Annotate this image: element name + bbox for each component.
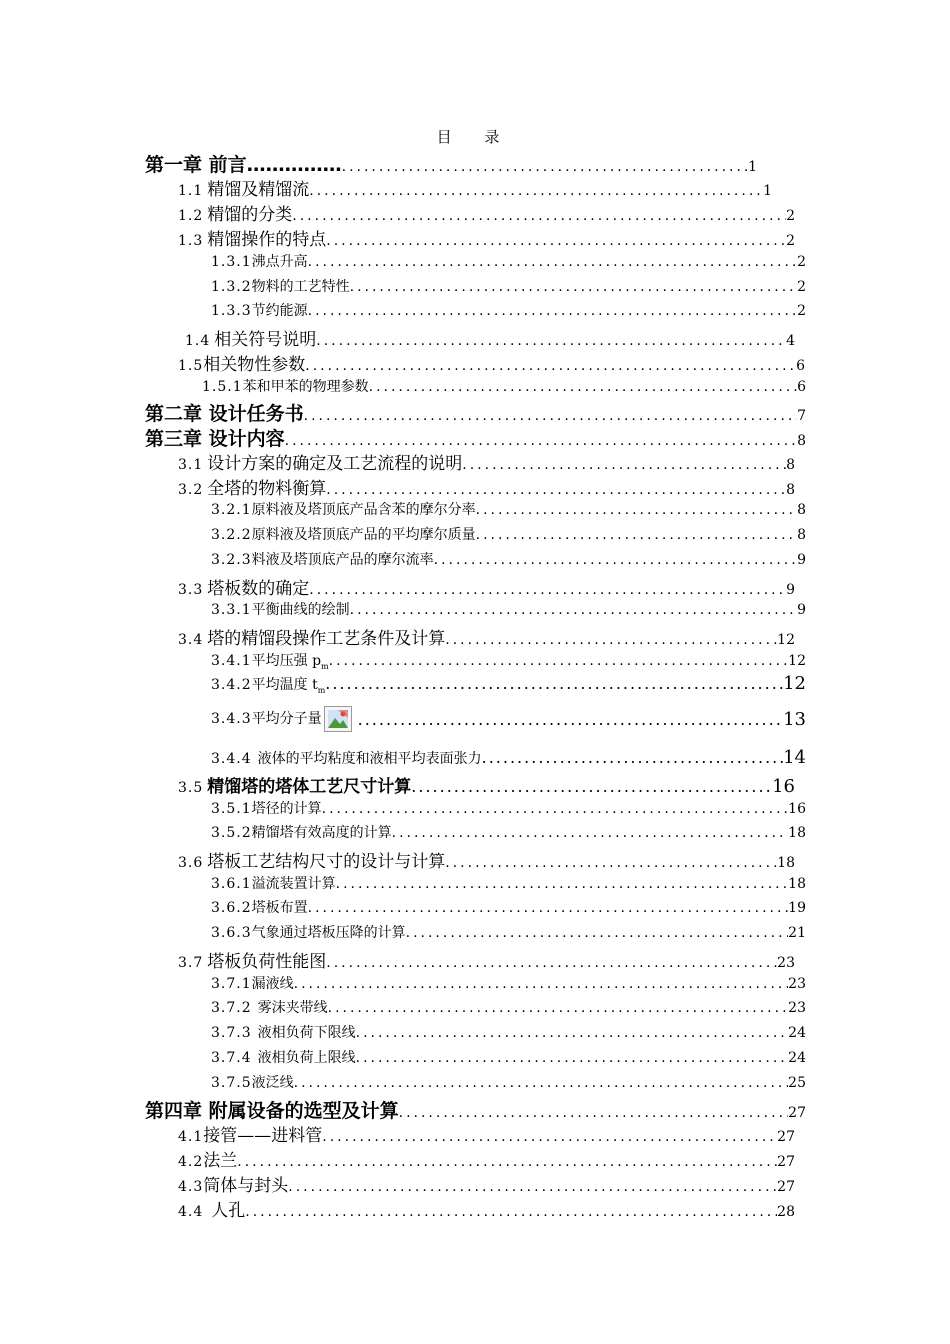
toc-entry-3-2-1[interactable] bbox=[211, 499, 806, 519]
leader-dots bbox=[369, 379, 797, 395]
entry-text: 接管——进料管 bbox=[203, 1126, 323, 1146]
page-number: 12 bbox=[788, 653, 806, 669]
entry-text: 精馏塔有效高度的计算 bbox=[251, 825, 392, 841]
entry-text: 设计方案的确定及工艺流程的说明 bbox=[207, 454, 463, 474]
entry-number: 3.6.1 bbox=[211, 876, 252, 892]
entry-number: 3.7.5 bbox=[211, 1075, 252, 1091]
page-number: 23 bbox=[788, 1000, 806, 1016]
entry-number: 3.5 bbox=[178, 780, 204, 796]
entry-number: 3.2.1 bbox=[211, 502, 252, 518]
entry-number: 4.4 bbox=[178, 1204, 204, 1220]
toc-entry-3-3-1[interactable] bbox=[211, 599, 806, 619]
entry-number: 1.5 bbox=[178, 358, 204, 374]
entry-number: 3.6.2 bbox=[211, 900, 252, 916]
page-number: 7 bbox=[797, 408, 806, 424]
entry-text: 雾沫夹带线 bbox=[257, 1000, 328, 1016]
toc-entry-1-1[interactable] bbox=[178, 175, 772, 200]
entry-number: 1.2 bbox=[178, 208, 204, 224]
page-number: 25 bbox=[788, 1075, 806, 1091]
page-number: 2 bbox=[797, 254, 806, 270]
toc-entry-chapter-3[interactable] bbox=[145, 424, 806, 451]
toc-entry-1-2[interactable] bbox=[178, 200, 795, 225]
entry-text: 塔板负荷性能图 bbox=[207, 952, 327, 972]
leader-dots bbox=[326, 955, 777, 971]
entry-text: 节约能源 bbox=[251, 303, 308, 319]
page-number: 16 bbox=[788, 801, 806, 817]
entry-text: 第一章 前言…………… bbox=[145, 154, 342, 176]
entry-text: 筒体与封头 bbox=[203, 1176, 289, 1196]
page-number: 27 bbox=[777, 1129, 795, 1145]
entry-number: 3.3 bbox=[178, 582, 204, 598]
toc-entry-1-5[interactable] bbox=[178, 350, 805, 375]
entry-text: 平均压强 p bbox=[251, 653, 322, 669]
leader-dots bbox=[392, 825, 789, 841]
entry-number: 3.6 bbox=[178, 855, 204, 871]
toc-entry-3-4-2[interactable] bbox=[211, 673, 806, 695]
leader-dots bbox=[325, 674, 783, 693]
leader-dots bbox=[292, 208, 786, 224]
entry-number: 3.4 bbox=[178, 632, 204, 648]
subscript-m: m bbox=[321, 661, 329, 671]
entry-text: 精馏的分类 bbox=[207, 205, 293, 225]
leader-dots bbox=[322, 801, 789, 817]
entry-text: 塔板工艺结构尺寸的设计与计算 bbox=[207, 852, 446, 872]
page-number: 23 bbox=[788, 976, 806, 992]
entry-text: 法兰 bbox=[203, 1151, 238, 1171]
toc-entry-3-7-1[interactable] bbox=[211, 973, 806, 993]
entry-number: 1.3.2 bbox=[211, 279, 252, 295]
toc-entry-3-3[interactable] bbox=[178, 574, 795, 599]
leader-dots bbox=[308, 900, 789, 916]
toc-entry-4-1[interactable] bbox=[178, 1121, 795, 1146]
entry-number: 3.4.4 bbox=[211, 751, 252, 767]
leader-dots bbox=[309, 582, 786, 598]
entry-text: 第四章 附属设备的选型及计算 bbox=[145, 1100, 399, 1122]
page-number: 9 bbox=[797, 602, 806, 618]
entry-number: 3.7.3 bbox=[211, 1025, 252, 1041]
entry-number: 4.2 bbox=[178, 1154, 204, 1170]
entry-number: 3.6.3 bbox=[211, 925, 252, 941]
leader-dots bbox=[322, 1129, 777, 1145]
toc-entry-3-6[interactable] bbox=[178, 847, 795, 872]
entry-text: 料液及塔顶底产品的摩尔流率 bbox=[251, 552, 434, 568]
leader-dots bbox=[356, 1050, 789, 1066]
leader-dots bbox=[304, 408, 797, 424]
page-number: 6 bbox=[796, 358, 805, 374]
page-number: 24 bbox=[788, 1025, 806, 1041]
page-number: 16 bbox=[772, 776, 795, 797]
entry-text: 塔板布置 bbox=[251, 900, 308, 916]
toc-entry-1-3-3[interactable] bbox=[211, 300, 806, 320]
toc-entry-4-3[interactable] bbox=[178, 1171, 795, 1196]
page-number: 28 bbox=[777, 1204, 795, 1220]
leader-dots bbox=[326, 233, 786, 249]
leader-dots bbox=[358, 710, 783, 729]
entry-text: 液泛线 bbox=[251, 1075, 294, 1091]
toc-entry-3-1[interactable] bbox=[178, 449, 795, 474]
toc-entry-chapter-4[interactable] bbox=[145, 1096, 806, 1123]
entry-text: 精馏塔的塔体工艺尺寸计算 bbox=[207, 777, 412, 797]
entry-text: 相关符号说明 bbox=[214, 330, 317, 350]
page-number: 27 bbox=[777, 1179, 795, 1195]
leader-dots bbox=[305, 358, 796, 374]
entry-number: 1.3.1 bbox=[211, 254, 252, 270]
page-number: 12 bbox=[783, 673, 806, 694]
page-number: 2 bbox=[786, 233, 795, 249]
entry-number: 3.7.1 bbox=[211, 976, 252, 992]
entry-text: 液相负荷上限线 bbox=[257, 1050, 356, 1066]
leader-dots bbox=[328, 1000, 789, 1016]
leader-dots bbox=[308, 254, 797, 270]
entry-text: 液相负荷下限线 bbox=[257, 1025, 356, 1041]
entry-text: 原料液及塔顶底产品含苯的摩尔分率 bbox=[251, 502, 476, 518]
entry-text: 沸点升高 bbox=[251, 254, 308, 270]
page-number: 2 bbox=[786, 208, 795, 224]
page-number: 8 bbox=[786, 457, 795, 473]
entry-text: 物料的工艺特性 bbox=[251, 279, 350, 295]
leader-dots bbox=[445, 632, 777, 648]
entry-number: 4.1 bbox=[178, 1129, 204, 1145]
entry-number: 3.1 bbox=[178, 457, 204, 473]
page-number: 21 bbox=[788, 925, 806, 941]
entry-number: 3.7.4 bbox=[211, 1050, 252, 1066]
page-number: 4 bbox=[786, 333, 795, 349]
toc-entry-3-5-2[interactable] bbox=[211, 822, 806, 842]
entry-number: 4.3 bbox=[178, 1179, 204, 1195]
toc-entry-1-4[interactable] bbox=[185, 325, 795, 350]
toc-entry-3-6-1[interactable] bbox=[211, 873, 806, 893]
entry-text: 精馏及精馏流 bbox=[207, 180, 310, 200]
entry-number: 3.7 bbox=[178, 955, 204, 971]
toc-entry-1-5-1[interactable] bbox=[202, 376, 806, 396]
toc-entry-3-5-1[interactable] bbox=[211, 798, 806, 818]
page-number: 8 bbox=[797, 433, 806, 449]
entry-number: 3.5.2 bbox=[211, 825, 252, 841]
entry-text: 塔径的计算 bbox=[251, 801, 322, 817]
page-number: 19 bbox=[788, 900, 806, 916]
page-number: 8 bbox=[797, 502, 806, 518]
entry-number: 3.3.1 bbox=[211, 602, 252, 618]
entry-text: 原料液及塔顶底产品的平均摩尔质量 bbox=[251, 527, 476, 543]
leader-dots bbox=[329, 653, 789, 669]
entry-number: 1.4 bbox=[185, 333, 211, 349]
entry-text: 平均分子量 bbox=[251, 711, 322, 727]
toc-entry-4-4[interactable] bbox=[178, 1196, 795, 1221]
page-number: 9 bbox=[786, 582, 795, 598]
leader-dots bbox=[399, 1105, 789, 1121]
entry-text: 液体的平均粘度和液相平均表面张力 bbox=[257, 751, 482, 767]
leader-dots bbox=[476, 527, 797, 543]
leader-dots bbox=[336, 876, 789, 892]
leader-dots bbox=[245, 1204, 777, 1220]
entry-text: 全塔的物料衡算 bbox=[207, 479, 327, 499]
entry-text: 精馏操作的特点 bbox=[207, 230, 327, 250]
page-number: 18 bbox=[777, 855, 795, 871]
leader-dots bbox=[462, 457, 786, 473]
entry-text: 塔的精馏段操作工艺条件及计算 bbox=[207, 629, 446, 649]
entry-text: 苯和甲苯的物理参数 bbox=[242, 379, 369, 395]
entry-number: 1.3 bbox=[178, 233, 204, 249]
leader-dots bbox=[406, 925, 789, 941]
toc-entry-3-4-3[interactable] bbox=[211, 706, 806, 732]
leader-dots bbox=[482, 748, 783, 767]
page-number: 27 bbox=[788, 1105, 806, 1121]
entry-text: 平均温度 t bbox=[251, 677, 318, 693]
toc-entry-4-2[interactable] bbox=[178, 1146, 795, 1171]
entry-text: 气象通过塔板压降的计算 bbox=[251, 925, 406, 941]
leader-dots bbox=[434, 552, 797, 568]
entry-text: 塔板数的确定 bbox=[207, 579, 310, 599]
toc-title: 目 录 bbox=[436, 128, 514, 146]
leader-dots bbox=[350, 279, 797, 295]
entry-number: 1.1 bbox=[178, 183, 204, 199]
entry-number: 3.2 bbox=[178, 482, 204, 498]
toc-entry-3-5[interactable] bbox=[178, 772, 795, 797]
leader-dots bbox=[294, 976, 789, 992]
page-number: 27 bbox=[777, 1154, 795, 1170]
entry-number: 3.4.3 bbox=[211, 711, 252, 727]
toc-entry-3-4-4[interactable] bbox=[211, 747, 806, 768]
page-number: 14 bbox=[783, 747, 806, 768]
entry-number: 3.2.3 bbox=[211, 552, 252, 568]
entry-number: 3.2.2 bbox=[211, 527, 252, 543]
toc-entry-chapter-2[interactable] bbox=[145, 399, 806, 426]
toc-entry-3-2-2[interactable] bbox=[211, 524, 806, 544]
entry-text: 平衡曲线的绘制 bbox=[251, 602, 350, 618]
leader-dots bbox=[309, 183, 763, 199]
page-number: 23 bbox=[777, 955, 795, 971]
entry-number: 3.7.2 bbox=[211, 1000, 252, 1016]
page-number: 13 bbox=[783, 708, 806, 730]
entry-text: 第三章 设计内容 bbox=[145, 428, 285, 450]
leader-dots bbox=[350, 602, 797, 618]
entry-number: 3.4.1 bbox=[211, 653, 252, 669]
page-number: 8 bbox=[786, 482, 795, 498]
entry-number: 1.3.3 bbox=[211, 303, 252, 319]
page-number: 1 bbox=[748, 159, 757, 175]
page-number: 6 bbox=[797, 379, 806, 395]
leader-dots bbox=[237, 1154, 777, 1170]
toc-entry-1-3-2[interactable] bbox=[211, 276, 806, 296]
page-number: 18 bbox=[788, 825, 806, 841]
toc-entry-3-2[interactable] bbox=[178, 474, 795, 499]
toc-entry-1-3-1[interactable] bbox=[211, 251, 806, 271]
leader-dots bbox=[445, 855, 777, 871]
page-number: 24 bbox=[788, 1050, 806, 1066]
entry-text: 溢流装置计算 bbox=[251, 876, 336, 892]
leader-dots bbox=[326, 482, 786, 498]
broken-image-icon bbox=[324, 706, 352, 732]
page-number: 9 bbox=[797, 552, 806, 568]
leader-dots bbox=[294, 1075, 789, 1091]
toc-entry-3-6-2[interactable] bbox=[211, 897, 806, 917]
leader-dots bbox=[285, 433, 797, 449]
leader-dots bbox=[356, 1025, 789, 1041]
subscript-m: m bbox=[317, 685, 326, 695]
toc-entry-3-7-2[interactable] bbox=[211, 997, 806, 1017]
entry-number: 3.4.2 bbox=[211, 677, 252, 693]
leader-dots bbox=[476, 502, 797, 518]
toc-entry-3-4-1[interactable] bbox=[211, 650, 806, 671]
page-number: 8 bbox=[797, 527, 806, 543]
toc-entry-3-7-5[interactable] bbox=[211, 1072, 806, 1092]
entry-text: 第二章 设计任务书 bbox=[145, 403, 304, 425]
page-number: 2 bbox=[797, 303, 806, 319]
entry-number: 3.5.1 bbox=[211, 801, 252, 817]
leader-dots bbox=[342, 159, 748, 175]
leader-dots bbox=[316, 333, 786, 349]
leader-dots bbox=[308, 303, 797, 319]
leader-dots bbox=[411, 777, 772, 796]
page-number: 1 bbox=[763, 183, 772, 199]
toc-entry-3-6-3[interactable] bbox=[211, 922, 806, 942]
toc-entry-3-7-4[interactable] bbox=[211, 1047, 806, 1067]
entry-text: 相关物性参数 bbox=[203, 355, 306, 375]
entry-number: 1.5.1 bbox=[202, 379, 243, 395]
toc-entry-3-7[interactable] bbox=[178, 947, 795, 972]
entry-text: 漏液线 bbox=[251, 976, 294, 992]
toc-entry-1-3[interactable] bbox=[178, 225, 795, 250]
toc-entry-3-2-3[interactable] bbox=[211, 549, 806, 569]
toc-entry-3-4[interactable] bbox=[178, 624, 795, 649]
entry-text: 人孔 bbox=[211, 1201, 246, 1221]
toc-entry-chapter-1[interactable] bbox=[145, 150, 757, 177]
page-number: 12 bbox=[777, 632, 795, 648]
leader-dots bbox=[288, 1179, 777, 1195]
page-number: 18 bbox=[788, 876, 806, 892]
toc-entry-3-7-3[interactable] bbox=[211, 1022, 806, 1042]
page-number: 2 bbox=[797, 279, 806, 295]
